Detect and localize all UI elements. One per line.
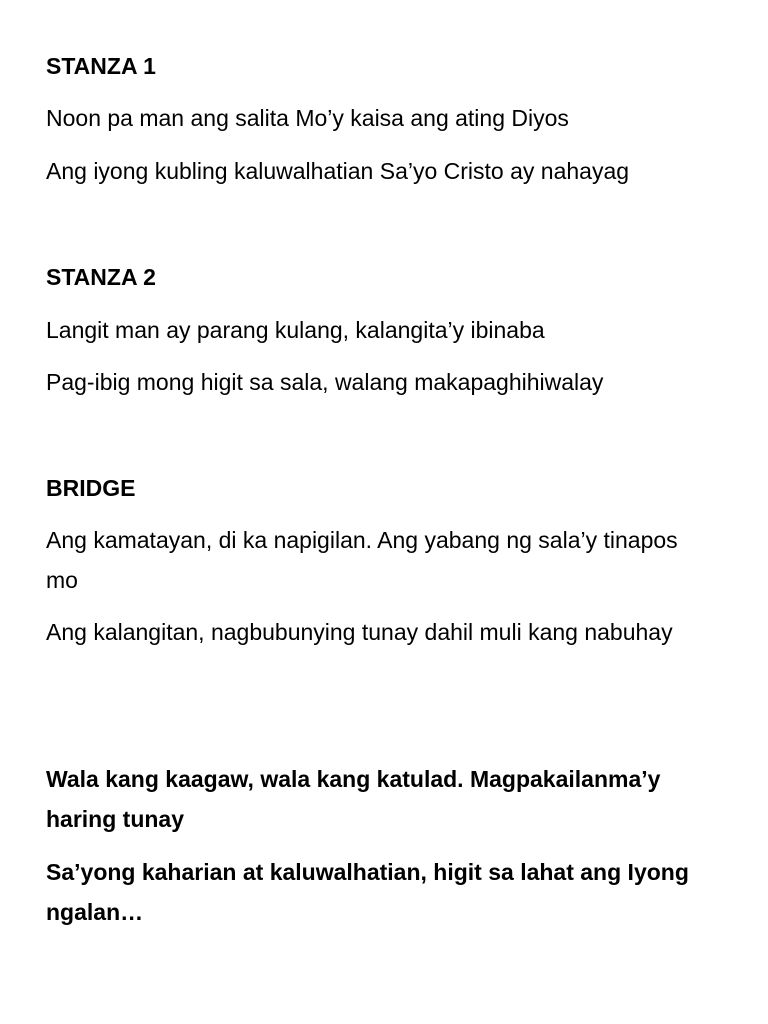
stanza-1-line-2: Ang iyong kubling kaluwalhatian Sa’yo Cristo ay nahayag — [46, 158, 630, 184]
stanza-2-line-2: Pag-ibig mong higit sa sala, walang makapaghihiwalay — [46, 369, 604, 395]
bridge-line-1: Ang kamatayan, di ka napigilan. Ang yabang ng sala’y tinapos mo — [46, 527, 678, 593]
stanza-1-heading: STANZA 1 — [46, 53, 156, 79]
stanza-2-heading: STANZA 2 — [46, 264, 156, 290]
bridge-line-2: Ang kalangitan, nagbubunying tunay dahil muli kang nabuhay — [46, 619, 673, 645]
stanza-2-line-1: Langit man ay parang kulang, kalangita’y ibinaba — [46, 317, 545, 343]
bridge-heading: BRIDGE — [46, 475, 136, 501]
stanza-1-line-1: Noon pa man ang salita Mo’y kaisa ang ating Diyos — [46, 105, 569, 131]
chorus-line-2: Sa’yong kaharian at kaluwalhatian, higit sa lahat ang Iyong ngalan… — [46, 859, 689, 925]
chorus-line-1: Wala kang kaagaw, wala kang katulad. Magpakailanma’y haring tunay — [46, 766, 661, 832]
